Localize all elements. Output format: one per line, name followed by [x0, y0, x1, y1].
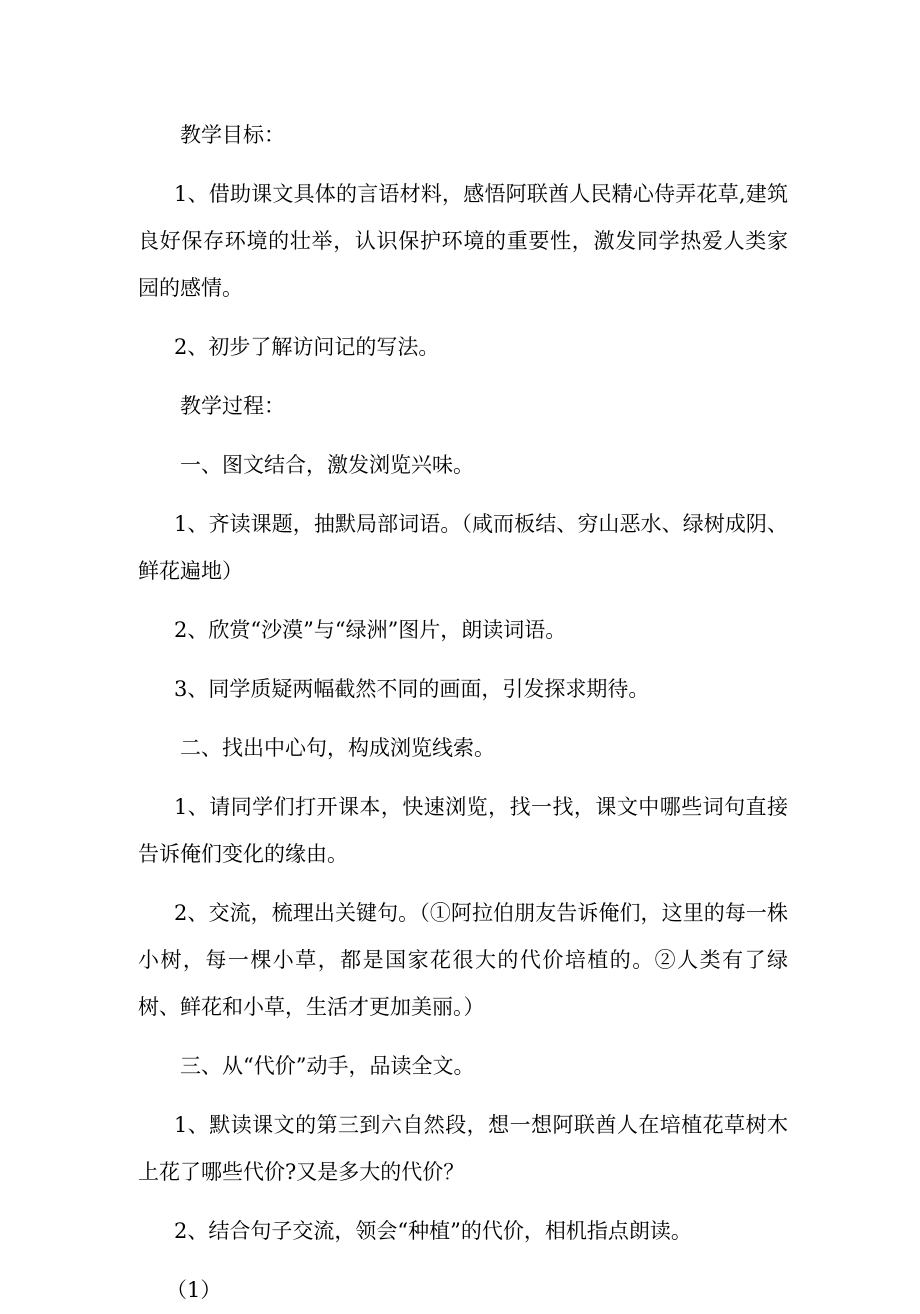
section-3-item-2: 2、结合句子交流，领会“种植”的代价，相机指点朗读。: [174, 1219, 692, 1243]
heading-teaching-process: 教学过程：: [180, 394, 285, 418]
section-1-title: 一、图文结合，激发浏览兴味。: [180, 453, 474, 477]
goal-2: 2、初步了解访问记的写法。: [174, 335, 440, 359]
heading-teaching-goals: 教学目标：: [180, 123, 285, 147]
section-1-item-1: 1、齐读课题，抽默局部词语。（咸而板结、穷山恶水、绿树成阴、鲜花遍地）: [138, 512, 788, 583]
section-3-item-1: 1、默读课文的第三到六自然段，想一想阿联酋人在培植花草树木上花了哪些代价?又是多大的代价？: [138, 1113, 788, 1184]
section-1-item-3: 3、同学质疑两幅截然不同的画面，引发探求期待。: [174, 677, 650, 701]
goal-1: 1、借助课文具体的言语材料，感悟阿联酋人民精心侍弄花草,建筑良好保存环境的壮举，认识保护环境的重要性，激发同学热爱人类家园的感情。: [138, 182, 788, 300]
section-2-title: 二、找出中心句，构成浏览线索。: [180, 736, 495, 760]
section-3-title: 三、从“代价”动手，品读全文。: [180, 1054, 475, 1078]
document-body: [138, 112, 788, 1314]
section-2-item-1: 1、请同学们打开课本，快速浏览，找一找，课文中哪些词句直接告诉俺们变化的缘由。: [138, 795, 788, 866]
section-1-item-2: 2、欣赏“沙漠”与“绿洲”图片，朗读词语。: [174, 618, 567, 642]
section-2-item-2: 2、交流，梳理出关键句。（①阿拉伯朋友告诉俺们，这里的每一株小树，每一棵小草，都是国家花很大的代价培植的。②人类有了绿树、鲜花和小草，生活才更加美丽。）: [138, 901, 788, 1019]
section-3-subitem-1: （1）: [166, 1278, 222, 1302]
